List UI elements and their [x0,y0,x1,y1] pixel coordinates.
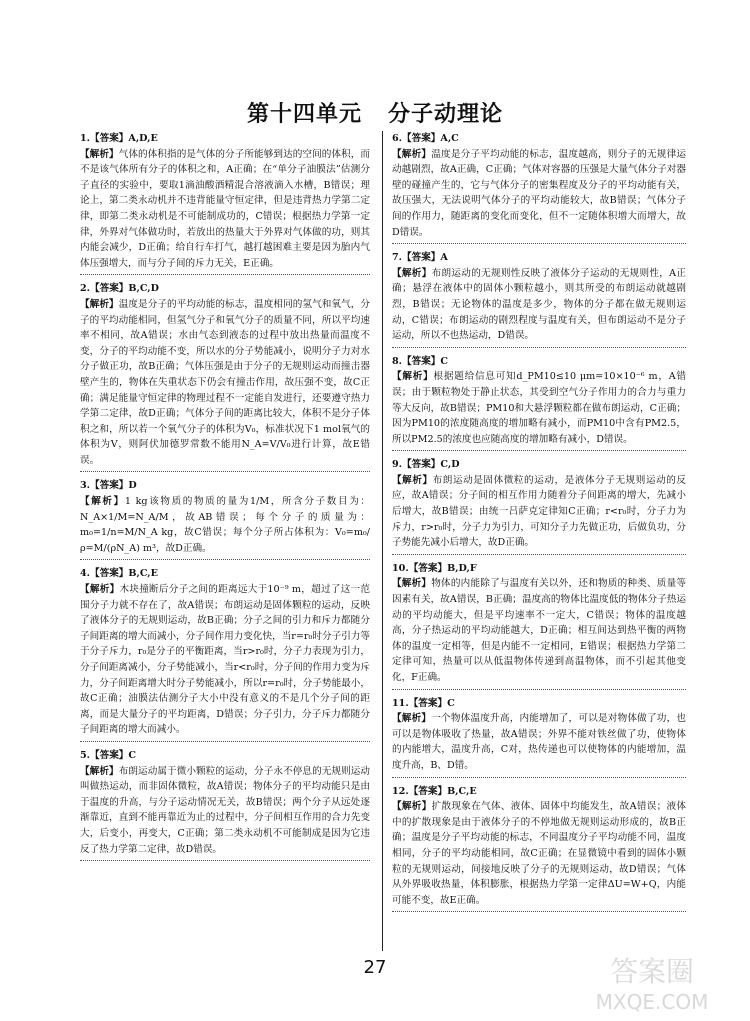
answer-tag: 【答案】 [408,697,448,709]
svg-text:答案圈: 答案圈 [609,955,695,988]
explanation [392,369,686,447]
answer-choices: A,D,E [128,133,158,144]
explanation [392,711,686,773]
dotted-separator [80,274,370,275]
answer-choices: C [447,697,455,709]
question-number: 3. [80,480,91,492]
explain-tag: 【解析】 [80,496,125,508]
answer-line [392,457,686,473]
explain-tag: 【解析】 [392,267,432,279]
answer-tag: 【答案】 [90,283,129,295]
explanation [392,473,686,551]
answer-choices: C [128,749,137,761]
right-column [392,131,686,918]
explanation [80,494,370,556]
explanation-text: 物体的内能除了与温度有关以外，还和物质的种类、质量等因素有关，故A错误，B正确；温度高的物体比温度低的物体分子热运动的平均动能大，但是平均速率不一定大，C错误；物体的温度越高，分子热运动的平均动能越大，D正确；相互间达到热平衡的两物体的温度一定相等，但是内能不一定相同，E错误；根据热力学第二定律可知，热量可以从低温物体传递到高温物体，而不引起其他变化，F正确。 [392,578,687,683]
explanation-text: 布朗运动属于微小颗粒的运动，分子永不停息的无规则运动叫做热运动，而非固体微粒，故A错误；物体分子的平均动能只是由于温度的升高，与分子运动情况无关，故B错误；两个分子从远处逐渐靠近，直到不能再靠近为止的过程中，分子间相互作用的合力先变大，后变小，再变大，C正确；第二类永动机不可能制成是因为它违反了热力学第二定律，故D错误。 [80,765,371,855]
question-number: 6. [392,133,403,144]
question-number: 11. [392,697,409,709]
answer-tag: 【答案】 [90,480,129,492]
watermark-logo [572,949,732,1017]
answer-line [80,131,370,147]
explanation [80,764,370,858]
answer-choices: C [440,355,449,367]
explanation [392,799,686,908]
page-number: 27 [363,957,387,978]
answer-line [392,696,686,712]
answer-tag: 【答案】 [90,568,129,580]
answer-tag: 【答案】 [90,133,129,144]
dotted-separator [392,347,686,348]
answer-choices: A,C [440,133,459,144]
answer-item [392,250,686,348]
answer-tag: 【答案】 [90,749,129,761]
dotted-separator [80,860,370,861]
answer-item [392,561,686,690]
dotted-separator [392,911,686,912]
question-number: 8. [392,355,403,367]
answer-item [80,748,370,861]
answer-line [80,748,370,764]
answer-tag: 【答案】 [402,459,441,471]
explain-tag: 【解析】 [392,474,433,486]
question-number: 4. [80,568,91,580]
explanation [392,266,686,344]
explanation [80,297,370,469]
explain-tag: 【解析】 [392,713,432,725]
question-number: 7. [392,252,403,264]
answer-tag: 【答案】 [402,355,441,367]
explain-tag: 【解析】 [80,765,119,777]
explanation-text: 温度是分子平均动能的标志，温度越高，则分子的无规律运动越剧烈，故A正确，C正确；气体对容器的压强是大量气体分子对器壁的碰撞产生的，它与气体分子的密集程度及分子的平均动能有关，故压强大，无法说明气体分子的平均动能较大，故B错误；气体分子间的作用力，随距离的变化而变化，但不一定随体积增大而增大，故D错误。 [392,148,687,238]
explanation-text: 气体的体积指的是气体的分子所能够到达的空间的体积，而不是该气体所有分子的体积之和，A正确；在“单分子油膜法”估测分子直径的实验中，要取1滴油酸酒精混合溶液滴入水槽，B错误；理论上，第二类永动机并不违背能量守恒定律，但是违背热力学第二定律，即第二类永动机是不可能制成功的，C错误；根据热力学第一定律，外界对气体做功时，若放出的热量大于外界对气体做的功，则其内能会减少，D正确；给自行车打气，越打越困难主要是因为胎内气体压强增大，而与分子间的斥力无关，E正确。 [80,148,371,269]
explanation-text: 布朗运动是固体微粒的运动，是液体分子无规则运动的反应，故A错误；分子间的相互作用力随着分子间距离的增大，先减小后增大，故B错误；由统一吕萨克定律知C正确；r<r₀时，分子力为斥力，r>r₀时，分子力为引力，可知分子力先做正功，后做负功，分子势能先减小后增大，故D正确。 [392,474,687,549]
answer-line [80,478,370,494]
question-number: 2. [80,283,91,295]
unit-topic: 分子动理论 [388,102,504,127]
svg-text:MXQE.COM: MXQE.COM [595,990,709,1014]
explain-tag: 【解析】 [80,298,119,310]
answer-item [80,281,370,472]
explain-tag: 【解析】 [392,148,432,160]
explanation-text: 1 kg该物质的物质的量为1/M，所含分子数目为：N_A×1/M=N_A/M，故AB错误；每个分子的质量为：m₀=1/n=M/N_A kg，故C错误；每个分子所占体积为：V₀=m₀/ρ=M/(ρN_A) m³，故D正确。 [80,496,370,554]
answer-item [392,784,686,913]
answer-choices: B,C,D [128,283,159,295]
answer-line [392,250,686,266]
answer-line [392,131,686,147]
answer-tag: 【答案】 [402,252,441,264]
answer-line [392,354,686,370]
answer-tag: 【答案】 [408,562,448,574]
explain-tag: 【解析】 [392,371,434,383]
answer-item [80,478,370,560]
question-number: 9. [392,459,403,471]
explanation [392,576,686,685]
explain-tag: 【解析】 [392,578,432,590]
explanation-text: 布朗运动的无规则性反映了液体分子运动的无规则性，A正确；悬浮在液体中的固体小颗粒越小，则其所受的布朗运动就越剧烈，B错误；无论物体的温度是多少，物体的分子都在做无规则运动，C错误；布朗运动的剧烈程度与温度有关，但布朗运动不是分子运动，所以不也热运动，D错误。 [392,267,687,342]
answer-choices: D [128,480,137,492]
page-title [0,97,750,128]
explanation-text: 木块撞断后分子之间的距离远大于10⁻⁹ m，超过了这一范围分子力就不存在了，故A错误；布朗运动是固体颗粒的运动，反映了液体分子的无规则运动，故B正确；分子之间的引力和斥力都随分子间距离的增大而减小，分子间作用力变化快，当r=r₀时分子引力等于分子斥力，r₀是分子的平衡距离，当r>r₀时，分子力表现为引力，分子间距离减小，分子势能减小，当r<r₀时，分子间的作用力变为斥力，分子间距离增大时分子势能减小，所以r=r₀时，分子势能最小，故C正确；油膜法估测分子大小中没有意义的不是几个分子间的距离，而是大量分子的平均距离，D错误；分子引力，分子斥力都随分子间距离的增大而减小。 [80,584,371,736]
answer-item [392,457,686,555]
explanation [392,147,686,241]
answer-tag: 【答案】 [402,133,441,144]
explanation-text: 根据题给信息可知d_PM10≤10 μm=10×10⁻⁶ m，A错误；由于颗粒物处于静止状态，其受到空气分子作用力的合力与重力等大反向，故B错误；PM10和大悬浮颗粒都在做布朗运动，C正确；因为PM10的浓度随高度的增加略有减小，而PM10中含有PM2.5，所以PM2.5的浓度也应随高度的增加略有减小，D错误。 [392,371,687,445]
dotted-separator [392,243,686,244]
answer-item [392,131,686,244]
left-column [80,131,370,867]
column-divider [382,131,383,951]
unit-label: 第十四单元 [246,102,362,127]
explain-tag: 【解析】 [392,801,432,813]
answer-tag: 【答案】 [408,785,448,797]
answer-choices: B,D,F [447,562,477,574]
dotted-separator [392,777,686,778]
question-number: 12. [392,785,409,797]
explanation [80,147,370,272]
answer-item [392,354,686,452]
explain-tag: 【解析】 [80,148,119,160]
dotted-separator [392,689,686,690]
answer-choices: C,D [440,459,460,471]
answer-choices: B,C,E [447,785,477,797]
answer-line [80,566,370,582]
answer-item [80,131,370,275]
question-number: 10. [392,562,409,574]
explanation-text: 一个物体温度升高，内能增加了，可以是对物体做了功，也可以是物体吸收了热量，故A错误；外界不能对铁丝做了功，使物体的内能增大，温度升高，C对，热传递也可以使物体的内能增加，温度升高，B、D错。 [392,713,687,771]
answer-item [80,566,370,742]
answer-item [392,696,686,778]
dotted-separator [392,554,686,555]
question-number: 5. [80,749,91,761]
answer-line [392,561,686,577]
dotted-separator [80,559,370,560]
answer-choices: A [440,252,448,264]
answer-line [80,281,370,297]
explanation [80,582,370,738]
dotted-separator [392,450,686,451]
explain-tag: 【解析】 [80,584,120,596]
explanation-text: 扩散现象在气体、液体、固体中均能发生，故A错误；液体中的扩散现象是由于液体分子的不停地做无规则运动形成的，故B正确；温度是分子平均动能的标志，不同温度分子平均动能不同，温度相同，分子的平均动能相同，故C正确；在显微镜中看到的固体小颗粒的无规则运动，间接地反映了分子的无规则运动，故D错误；气体从外界吸收热量，体积膨胀，根据热力学第一定律ΔU=W+Q，内能可能不变，故E正确。 [392,801,687,906]
answer-choices: B,C,E [128,568,158,580]
dotted-separator [80,471,370,472]
answer-line [392,784,686,800]
explanation-text: 温度是分子的平均动能的标志，温度相同的氢气和氧气，分子的平均动能相同，但氢气分子和氧气分子的质量不同，所以平均速率不相同，故A错误；水由气态到液态的过程中放出热量而温度不变，分子的平均动能不变，所以水的分子势能减小，说明分子力对水分子做正功，故B正确；气体压强是由于分子的无规则运动而撞击器壁产生的，物体在失重状态下仍会有撞击作用，故压强不变，故C正确；满足能量守恒定律的物理过程不一定能自发进行，还要遵守热力学第二定律，故D正确；气体分子间的距离比较大，体积不是分子体积之和，所以若一个氧气分子的体积为V₀，标准状况下1 mol氧气的体积为V，则阿伏加德罗常数不能用N_A=V/V₀进行计算，故E错误。 [80,298,371,466]
dotted-separator [80,741,370,742]
question-number: 1. [80,133,91,144]
